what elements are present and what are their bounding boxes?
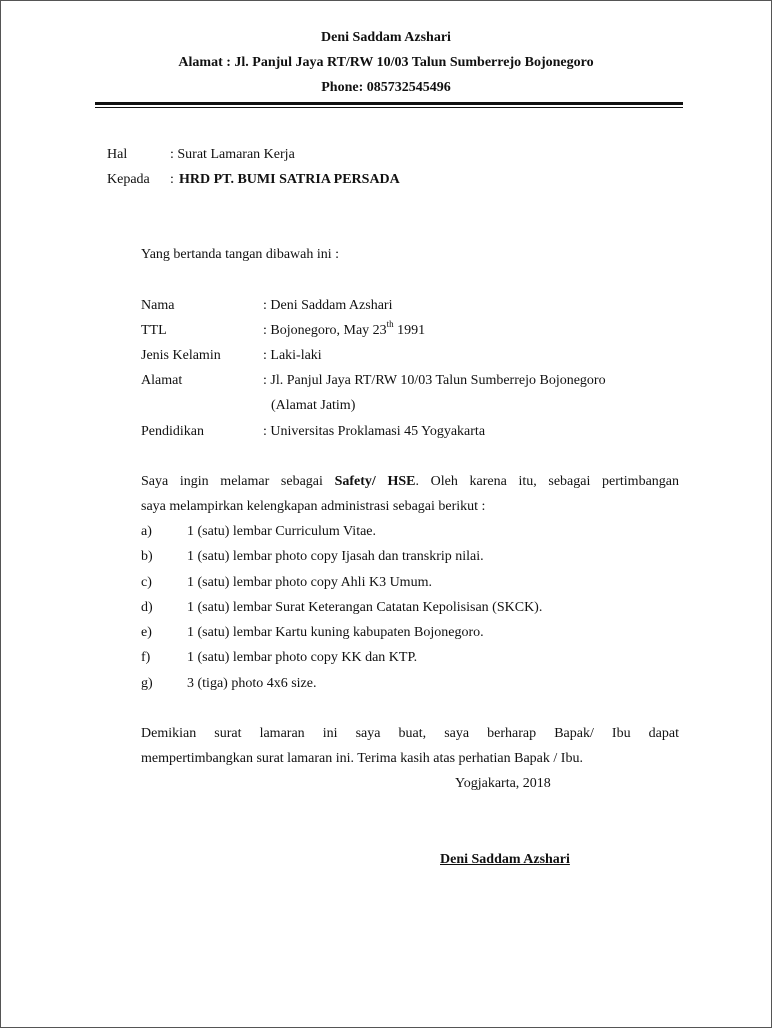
- list-item-marker: g): [141, 676, 153, 691]
- header-divider-thin: [95, 107, 683, 108]
- ttl-label: TTL: [141, 323, 167, 338]
- ttl-superscript: th: [386, 319, 394, 330]
- list-item-marker: c): [141, 575, 152, 590]
- list-item: 1 (satu) lembar Curriculum Vitae.: [187, 524, 377, 539]
- closing-line1: Demikian surat lamaran ini saya buat, saya berharap Bapak/ Ibu dapat: [141, 726, 679, 741]
- nama-label: Nama: [141, 298, 175, 313]
- list-item-marker: f): [141, 650, 151, 665]
- hal-label: Hal: [107, 147, 128, 162]
- list-item: 1 (satu) lembar photo copy Ahli K3 Umum.: [187, 575, 432, 590]
- jenis-kelamin-value: : Laki-laki: [263, 348, 322, 363]
- header-phone: Phone: 085732545496: [321, 80, 451, 95]
- body-p1-position: Safety/ HSE: [334, 474, 416, 489]
- list-item-marker: b): [141, 549, 153, 564]
- list-item-marker: e): [141, 625, 152, 640]
- list-item: 1 (satu) lembar photo copy KK dan KTP.: [187, 650, 418, 665]
- pendidikan-value: : Universitas Proklamasi 45 Yogyakarta: [263, 424, 486, 439]
- place-date: Yogjakarta, 2018: [455, 776, 551, 791]
- header-divider-thick: [95, 102, 683, 105]
- intro-text: Yang bertanda tangan dibawah ini :: [141, 247, 340, 262]
- kepada-label: Kepada: [107, 172, 150, 187]
- kepada-value: HRD PT. BUMI SATRIA PERSADA: [179, 172, 400, 187]
- kepada-colon: :: [170, 172, 174, 187]
- ttl-value-suffix: 1991: [393, 323, 426, 338]
- header-name: Deni Saddam Azshari: [321, 30, 451, 45]
- pendidikan-label: Pendidikan: [141, 424, 204, 439]
- jenis-kelamin-label: Jenis Kelamin: [141, 348, 221, 363]
- body-paragraph-line1: [141, 474, 679, 490]
- body-p1-post: . Oleh karena itu, sebagai pertimbangan: [415, 474, 679, 489]
- list-item: 1 (satu) lembar photo copy Ijasah dan transkrip nilai.: [187, 549, 484, 564]
- closing-line2: mempertimbangkan surat lamaran ini. Terima kasih atas perhatian Bapak / Ibu.: [141, 751, 583, 766]
- nama-value: : Deni Saddam Azshari: [263, 298, 393, 313]
- hal-value: : Surat Lamaran Kerja: [170, 147, 295, 162]
- ttl-value-prefix: : Bojonegoro, May 23: [263, 323, 387, 338]
- list-item-marker: a): [141, 524, 152, 539]
- list-item: 3 (tiga) photo 4x6 size.: [187, 676, 317, 691]
- list-item: 1 (satu) lembar Surat Keterangan Catatan Kepolisisan (SKCK).: [187, 600, 543, 615]
- header-address: Alamat : Jl. Panjul Jaya RT/RW 10/03 Talun Sumberrejo Bojonegoro: [178, 55, 594, 70]
- body-paragraph-line2: saya melampirkan kelengkapan administrasi sebagai berikut :: [141, 499, 486, 514]
- body-p1-pre: Saya ingin melamar sebagai: [141, 474, 335, 489]
- signature-name: Deni Saddam Azshari: [440, 852, 570, 867]
- alamat-value-2: (Alamat Jatim): [271, 398, 356, 413]
- list-item-marker: d): [141, 600, 153, 615]
- list-item: 1 (satu) lembar Kartu kuning kabupaten Bojonegoro.: [187, 625, 484, 640]
- ttl-value: [263, 319, 426, 339]
- alamat-label: Alamat: [141, 373, 183, 388]
- alamat-value: : Jl. Panjul Jaya RT/RW 10/03 Talun Sumberrejo Bojonegoro: [263, 373, 606, 388]
